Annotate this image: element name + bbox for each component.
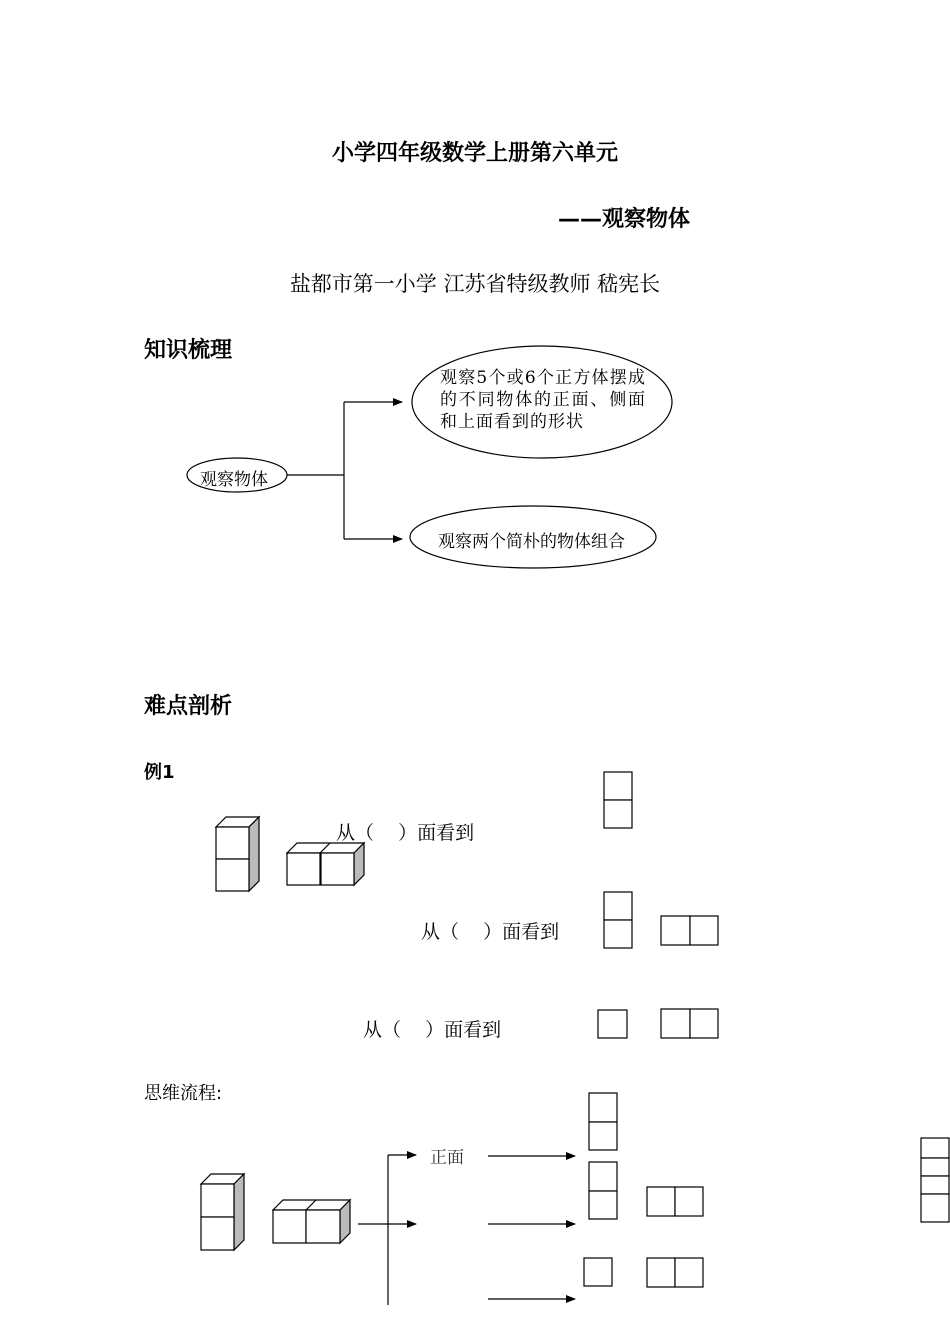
example-label: 例1 <box>144 762 175 783</box>
flow-view-2 <box>589 1162 703 1219</box>
view-answer-2 <box>604 892 718 948</box>
difficulty-heading: 难点剖析 <box>144 694 233 719</box>
view-answer-3 <box>598 1009 718 1038</box>
flow-connectors <box>358 1155 575 1305</box>
question-2: 从（ ）面看到 <box>421 921 560 943</box>
edge-square-column <box>921 1138 949 1222</box>
branch-2-label: 观察两个简朴的物体组合 <box>438 532 625 552</box>
root-node-label: 观察物体 <box>200 470 268 490</box>
flow-cube-stack <box>201 1174 244 1250</box>
flow-view-3 <box>584 1258 703 1287</box>
question-1: 从（ ）面看到 <box>336 822 475 844</box>
document-title: 小学四年级数学上册第六单元 <box>331 141 618 166</box>
flow-cube-row <box>273 1200 350 1243</box>
document-subtitle: ——观察物体 <box>558 207 691 232</box>
cube-row <box>287 843 364 885</box>
cube-stack-tall <box>216 817 259 891</box>
branch-1-label: 观察5个或6个正方体摆成的不同物体的正面、侧面和上面看到的形状 <box>440 368 646 432</box>
thinking-label: 思维流程: <box>144 1083 223 1104</box>
view-answer-1 <box>604 772 632 828</box>
question-3: 从（ ）面看到 <box>363 1019 502 1041</box>
author-line: 盐都市第一小学 江苏省特级教师 嵇宪长 <box>289 272 661 296</box>
knowledge-heading: 知识梳理 <box>144 338 233 363</box>
flow-front-label: 正面 <box>430 1148 464 1168</box>
flow-view-1 <box>589 1093 617 1150</box>
